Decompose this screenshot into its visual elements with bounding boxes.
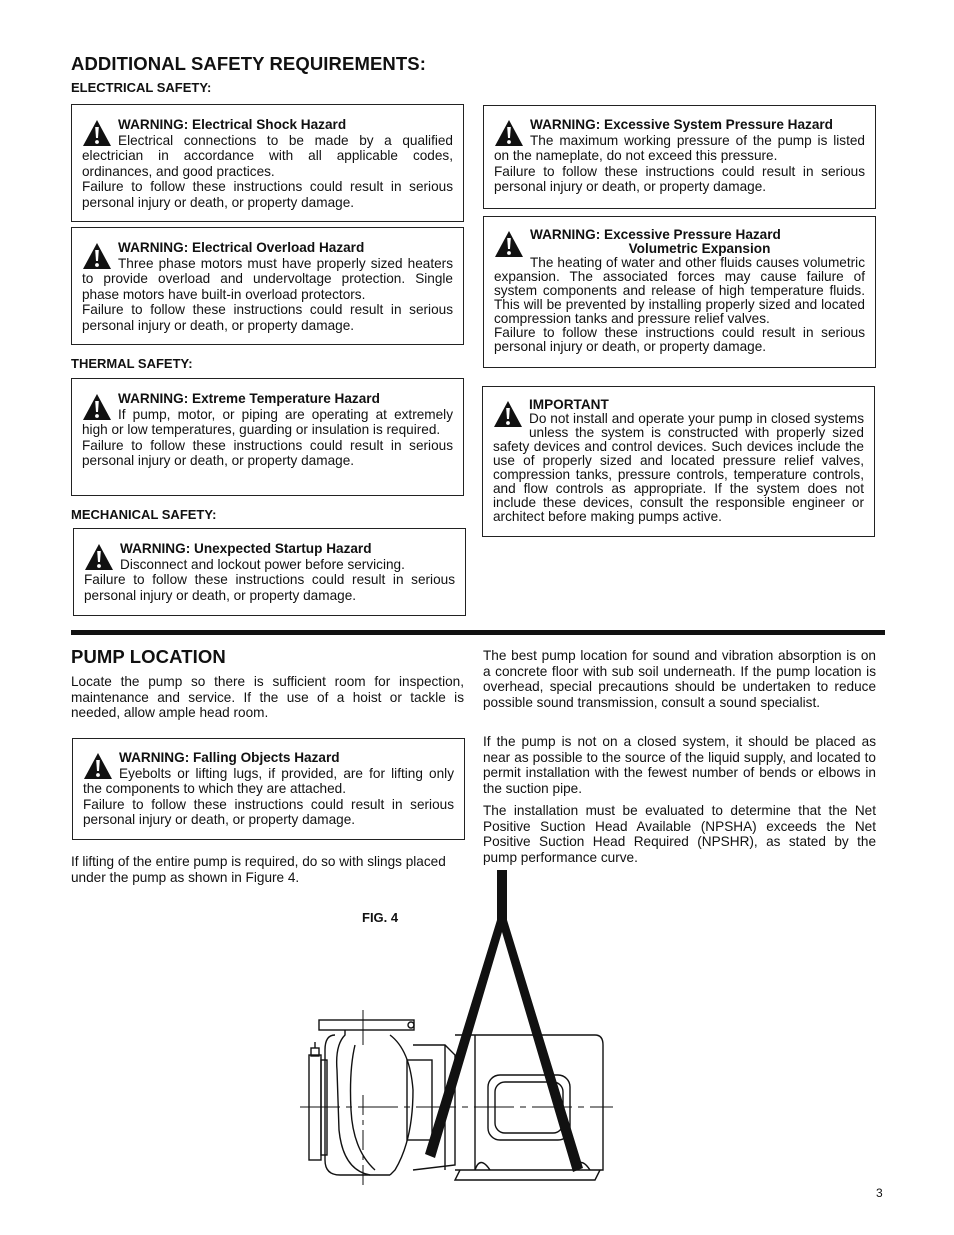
warning-triangle-icon	[82, 118, 112, 148]
warning-box-electrical-overload	[71, 227, 464, 345]
warning-triangle-icon	[82, 241, 112, 271]
warning-title: WARNING: Falling Objects Hazard	[119, 750, 340, 765]
figure-label: FIG. 4	[362, 910, 399, 925]
warning-consequence: Failure to follow these instructions could result in serious personal injury or death, or property damage.	[82, 437, 453, 469]
warning-body: The maximum working pressure of the pump is listed on the nameplate, do not exceed this pressure.	[494, 132, 865, 164]
important-title: IMPORTANT	[529, 397, 609, 412]
location-paragraph-1: Locate the pump so there is sufficient room for inspection, maintenance and service. If the use of a hoist or tackle is needed, allow ample head room.	[71, 674, 464, 721]
warning-triangle-icon	[82, 392, 112, 422]
warning-subtitle: Volumetric Expansion	[628, 241, 771, 256]
warning-consequence: Failure to follow these instructions could result in serious personal injury or death, or property damage.	[494, 325, 865, 354]
warning-consequence: Failure to follow these instructions could result in serious personal injury or death, or property damage.	[82, 302, 453, 333]
warning-triangle-icon	[83, 751, 113, 781]
warning-body: The heating of water and other fluids causes volumetric expansion. The associated forces may cause failure of system components and release of high temperature fluids. This will be prevented by installing properly sized and located compression tanks and pressure relief valves.	[494, 255, 865, 326]
warning-title: WARNING: Electrical Shock Hazard	[118, 117, 347, 132]
warning-box-unexpected-startup	[73, 528, 466, 616]
warning-title: WARNING: Excessive System Pressure Hazard	[530, 117, 833, 132]
electrical-safety-subheading: ELECTRICAL SAFETY:	[71, 80, 212, 95]
warning-box-system-pressure	[483, 105, 876, 209]
warning-body: If pump, motor, or piping are operating at extremely high or low temperatures, guarding or insulation is required.	[82, 406, 453, 438]
warning-body: Electrical connections to be made by a qualified electrician in accordance with all applicable codes, ordinances, and good practices.	[82, 132, 453, 179]
page-number: 3	[876, 1186, 883, 1200]
warning-title: WARNING: Electrical Overload Hazard	[118, 240, 365, 255]
warning-box-falling-objects	[72, 738, 465, 840]
pump-sling-illustration	[295, 870, 625, 1190]
important-box	[482, 386, 875, 537]
important-body: Do not install and operate your pump in closed systems unless the system is constructed with properly sized safety devices and control devices. Such devices include the use of properly sized and located pressure relief valves, compression tanks, pressure controls, temperature controls, and flow controls as appropriate. If the system does not include these devices, consult the responsible engineer or architect before making pumps active.	[493, 411, 864, 524]
warning-title: WARNING: Excessive Pressure Hazard	[530, 227, 781, 242]
right-paragraph-3: The installation must be evaluated to determine that the Net Positive Suction Head Available (NPSHA) exceeds the Net Positive Suction Head Required (NPSHR), as stated by the pump performance curve.	[483, 803, 876, 865]
warning-box-extreme-temperature	[71, 378, 464, 496]
right-paragraph-2: If the pump is not on a closed system, it should be placed as near as possible to the source of the liquid supply, and located to permit installation with the fewest number of bends or elbows in the suction pipe.	[483, 734, 876, 796]
warning-consequence: Failure to follow these instructions could result in serious personal injury or death, or property damage.	[83, 796, 454, 828]
warning-title: WARNING: Extreme Temperature Hazard	[118, 391, 380, 406]
thermal-safety-subheading: THERMAL SAFETY:	[71, 356, 193, 371]
warning-title: WARNING: Unexpected Startup Hazard	[120, 541, 372, 556]
warning-triangle-icon	[494, 229, 524, 259]
location-paragraph-2: If lifting of the entire pump is required, do so with slings placed under the pump as shown in Figure 4.	[71, 854, 446, 885]
safety-heading: ADDITIONAL SAFETY REQUIREMENTS:	[71, 53, 426, 74]
right-paragraph-1: The best pump location for sound and vibration absorption is on a concrete floor with sub soil underneath. If the pump location is overhead, special precautions should be undertaken to reduce possible sound transmission, consult a sound specialist.	[483, 648, 876, 710]
warning-body: Disconnect and lockout power before servicing.	[120, 556, 405, 572]
warning-consequence: Failure to follow these instructions could result in serious personal injury or death, or property damage.	[84, 572, 455, 603]
warning-triangle-icon	[493, 399, 523, 429]
warning-consequence: Failure to follow these instructions could result in serious personal injury or death, or property damage.	[494, 163, 865, 195]
warning-body: Eyebolts or lifting lugs, if provided, are for lifting only the components to which they are attached.	[83, 765, 454, 797]
mechanical-safety-subheading: MECHANICAL SAFETY:	[71, 507, 217, 522]
warning-body: Three phase motors must have properly sized heaters to provide overload and undervoltage protection. Single phase motors have built-in overload protectors.	[82, 255, 453, 302]
warning-consequence: Failure to follow these instructions could result in serious personal injury or death, or property damage.	[82, 179, 453, 210]
warning-triangle-icon	[494, 118, 524, 148]
section-divider	[71, 630, 885, 635]
pump-location-heading: PUMP LOCATION	[71, 646, 226, 667]
warning-triangle-icon	[84, 542, 114, 572]
warning-box-volumetric-expansion	[483, 216, 876, 368]
warning-box-electrical-shock	[71, 104, 464, 222]
